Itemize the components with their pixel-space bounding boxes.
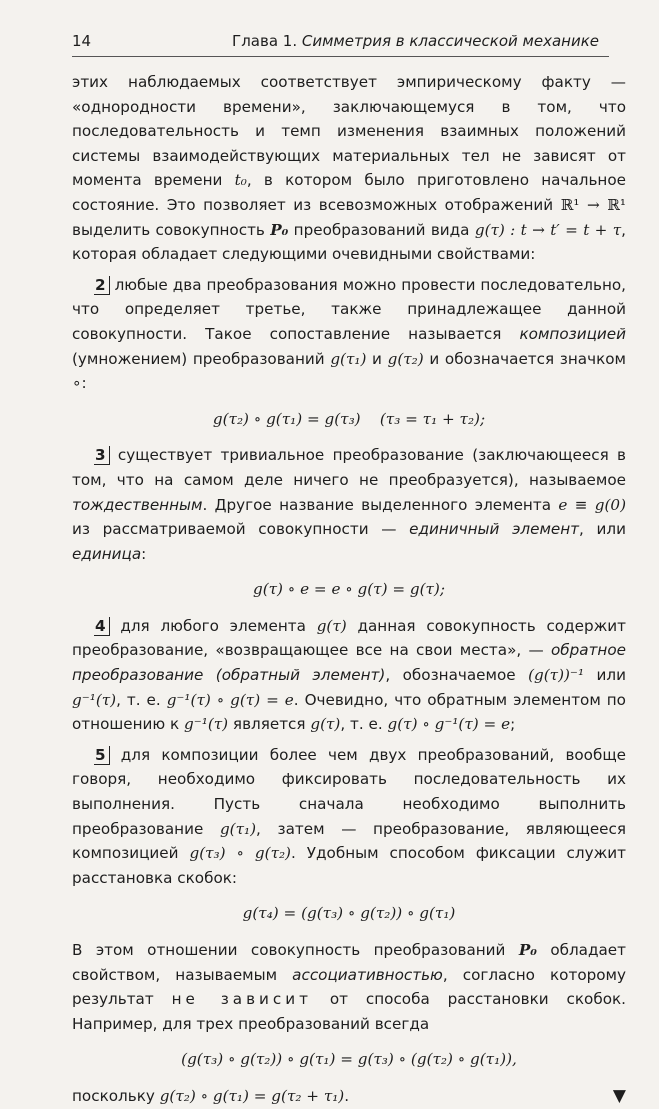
intro-paragraph: этих наблюдаемых соответствует эмпирическому факту — «однородности времени», заключающемуся в том, что последовательность и темп изменения взаимных положений системы взаимодействующих материальных тел не зависят от момента времени t₀, в котором было приготовлено начальное состояние. Это позволяет из всевозможных отображений ℝ¹ → ℝ¹ выделить совокупность P₀ преобразований вида g(τ) : t → t′ = t + τ, которая обладает следующими очевидными свойствами: [72,73,626,264]
item-number: 5 [94,746,110,765]
property-5: 5 для композиции более чем двух преобразований, вообще говоря, необходимо фиксировать последовательность их выполнения. Пусть сначала необходимо выполнить преобразование g(τ₁), затем — преобразование, являющееся композицией g(τ₃) ∘ g(τ₂). Удобным способом фиксации служит расстановка скобок: [72,745,626,887]
associativity-paragraph: В этом отношении совокупность преобразований P₀ обладает свойством, называемым ассоциативностью, согласно которому результат не зависит от способа расстановки скобок. Например, для трех преобразований всегда [72,941,626,1033]
page-number: 14 [72,32,92,50]
item-number: 2 [94,276,110,295]
property-4: 4 для любого элемента g(τ) данная совокупность содержит преобразование, «возвращающее все на свои места», — обратное преобразование (обратный элемент), обозначаемое (g(τ))⁻¹ или g⁻¹(τ), т. е. g⁻¹(τ) ∘ g(τ) = e. Очевидно, что обратным элементом по отношению к g⁻¹(τ) является g(τ), т. е. g(τ) ∘ g⁻¹(τ) = e; [72,616,626,734]
item-number: 3 [94,446,110,465]
item-number: 4 [94,617,110,636]
property-2: 2 любые два преобразования можно провести последовательно, что определяет третье, также принадлежащее данной совокупности. Такое сопоставление называется композицией (умножением) преобразований g(τ₁) и g(τ₂) и обозначается значком ∘: [72,275,626,393]
chapter-header: Глава 1. Симметрия в классической механике [232,32,599,50]
running-header [72,30,609,57]
identity-equation: g(τ) ∘ e = e ∘ g(τ) = g(τ); [253,580,445,599]
bracket-equation: g(τ₄) = (g(τ₃) ∘ g(τ₂)) ∘ g(τ₁) [242,904,456,923]
closing-line: поскольку g(τ₂) ∘ g(τ₁) = g(τ₂ + τ₁). ▼ [72,1084,626,1109]
associativity-equation: (g(τ₃) ∘ g(τ₂)) ∘ g(τ₁) = g(τ₃) ∘ (g(τ₂) ∘ g(τ₁)), [181,1050,517,1069]
page-body [72,70,626,1109]
property-3: 3 существует тривиальное преобразование (заключающееся в том, что на самом деле ничего не преобразуется), называемое тождественным. Другое название выделенного элемента e ≡ g(0) из рассматриваемой совокупности — единичный элемент, или единица: [72,446,627,563]
end-triangle-icon: ▼ [612,1085,626,1106]
composition-equation: g(τ₂) ∘ g(τ₁) = g(τ₃) (τ₃ = τ₁ + τ₂); [212,409,486,428]
